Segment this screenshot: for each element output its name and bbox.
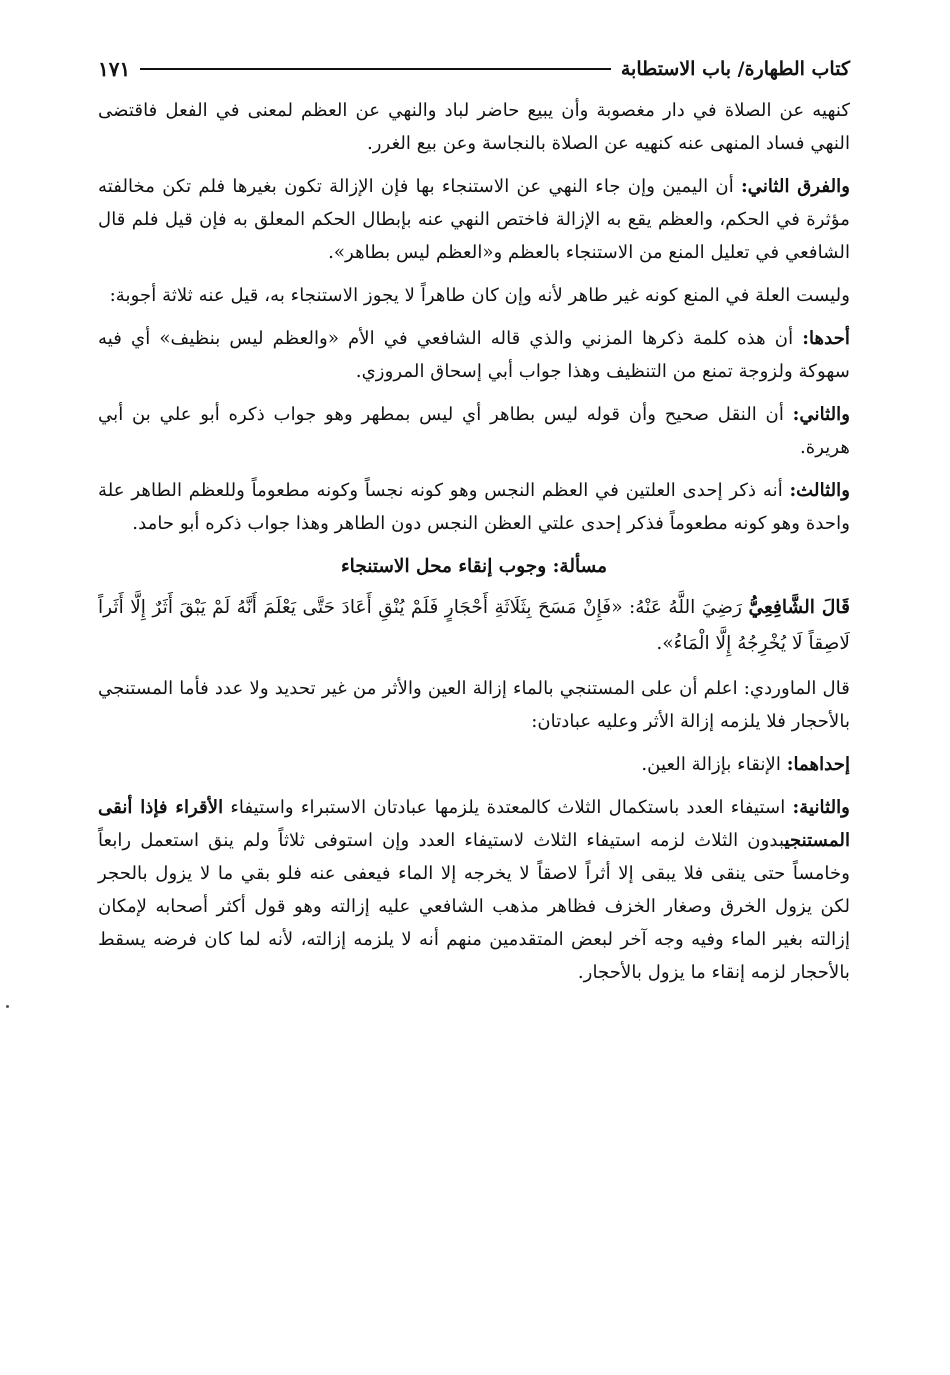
running-header <box>98 52 850 86</box>
paragraph-text-continued: بدون الثلاث لزمه استيفاء الثلاث لاستيفاء العدد وإن استوفى ثلاثاً ولم ينق استعمل رابعاً وخامساً حتى ينقى فلا يبقى إلا أثراً لاصقاً لا يخرجه إلا الماء فيعفى عنه فلو بقي ما لا يزول بالحجر لكن يزول الخرق وصغار الخزف فظاهر مذهب الشافعي عليه إزالته وهو قول أكثر أصحابه لإمكان إزالته بغير الماء وفيه وجه آخر لبعض المتقدمين منهم أنه لا يلزمه إزالته، لأنه لما كان فرضه يسقط بالأحجار لزمه إنقاء ما يزول بالأحجار. <box>98 830 850 983</box>
paragraph-shafii-quote <box>98 590 850 662</box>
paragraph-lead: والثالث: <box>789 480 850 501</box>
paragraph-lead: والثاني: <box>792 404 850 425</box>
paragraph-answer-3 <box>98 474 850 540</box>
paragraph-text: قال الماوردي: اعلم أن على المستنجي بالماء إزالة العين والأثر من غير تحديد ولا عدد فأما المستنجي بالأحجار فلا يلزمه إزالة الأثر وعليه عبادتان: <box>98 678 850 732</box>
paragraph-cause <box>98 279 850 312</box>
paragraph-text: رَضِيَ اللَّهُ عَنْهُ: «فَإِنْ مَسَحَ بِثَلَاثَةِ أَحْجَارٍ فَلَمْ يُنْقِ أَعَادَ حَتَّى يَعْلَمَ أَنَّهُ لَمْ يَبْقَ أَثَرٌ إِلَّا أَثَراً لَاصِقاً لَا يُخْرِجُهُ إِلَّا الْمَاءُ». <box>98 597 850 654</box>
paragraph-text: أن اليمين وإن جاء النهي عن الاستنجاء بها فإن الإزالة تكون بغيرها فلم تكن مخالفته مؤثرة في الحكم، والعظم يقع به الإزالة فاختص النهي عنه بإبطال الحكم المعلق به فإن قيل فلم قال الشافعي في تعليل المنع من الاستنجاء بالعظم و«العظم ليس بطاهر». <box>98 176 850 263</box>
paragraph-text: كنهيه عن الصلاة في دار مغصوبة وأن يبيع حاضر لباد والنهي عن العظم لمعنى في الفعل فاقتضى النهي فساد المنهى عنه كنهيه عن الصلاة بالنجاسة وعن بيع الغرر. <box>98 100 850 154</box>
page-number: ١٧١ <box>98 57 131 81</box>
paragraph-answer-1 <box>98 322 850 388</box>
book-title: كتاب الطهارة/ باب الاستطابة <box>620 58 850 80</box>
scan-speck <box>6 1005 9 1008</box>
paragraph-first-duty <box>98 748 850 781</box>
section-heading: مسألة: وجوب إنقاء محل الاستنجاء <box>340 556 608 577</box>
paragraph-answer-2 <box>98 398 850 464</box>
paragraph-second-difference <box>98 170 850 269</box>
book-page <box>98 52 850 999</box>
paragraph-lead: قَالَ الشَّافِعِيُّ <box>748 597 850 618</box>
paragraph-lead: والفرق الثاني: <box>740 176 850 197</box>
paragraph-mawardi <box>98 672 850 738</box>
paragraph-text: أن هذه كلمة ذكرها المزني والذي قاله الشافعي في الأم «والعظم ليس بنظيف» أي فيه سهوكة ولزوجة تمنع من التنظيف وهذا جواب أبي إسحاق المروزي. <box>98 328 850 382</box>
paragraph-second-duty <box>98 791 850 989</box>
paragraph-inline-bold: الأقراء فإذا أنقى المستنجي <box>98 797 850 851</box>
header-rule <box>140 68 611 70</box>
paragraph-lead: إحداهما: <box>786 754 850 775</box>
paragraph-text: أنه ذكر إحدى العلتين في العظم النجس وهو كونه نجساً وكونه مطعوماً وللعظم الطاهر علة واحدة وهو كونه مطعوماً فذكر إحدى علتي العظن النجس دون الطاهر وهذا جواب ذكره أبو حامد. <box>98 480 850 534</box>
paragraph-text: أن النقل صحيح وأن قوله ليس بطاهر أي ليس بمطهر وهو جواب ذكره أبو علي بن أبي هريرة. <box>98 404 850 458</box>
paragraph-1 <box>98 94 850 160</box>
paragraph-lead: أحدها: <box>802 328 850 349</box>
paragraph-text: استيفاء العدد باستكمال الثلاث كالمعتدة يلزمها عبادتان الاستبراء واستيفاء <box>223 797 793 818</box>
paragraph-lead: والثانية: <box>792 797 850 818</box>
paragraph-text: وليست العلة في المنع كونه غير طاهر لأنه وإن كان طاهراً لا يجوز الاستنجاء به، قيل عنه ثلاثة أجوبة: <box>109 285 850 306</box>
paragraph-text: الإنقاء بإزالة العين. <box>641 754 787 775</box>
